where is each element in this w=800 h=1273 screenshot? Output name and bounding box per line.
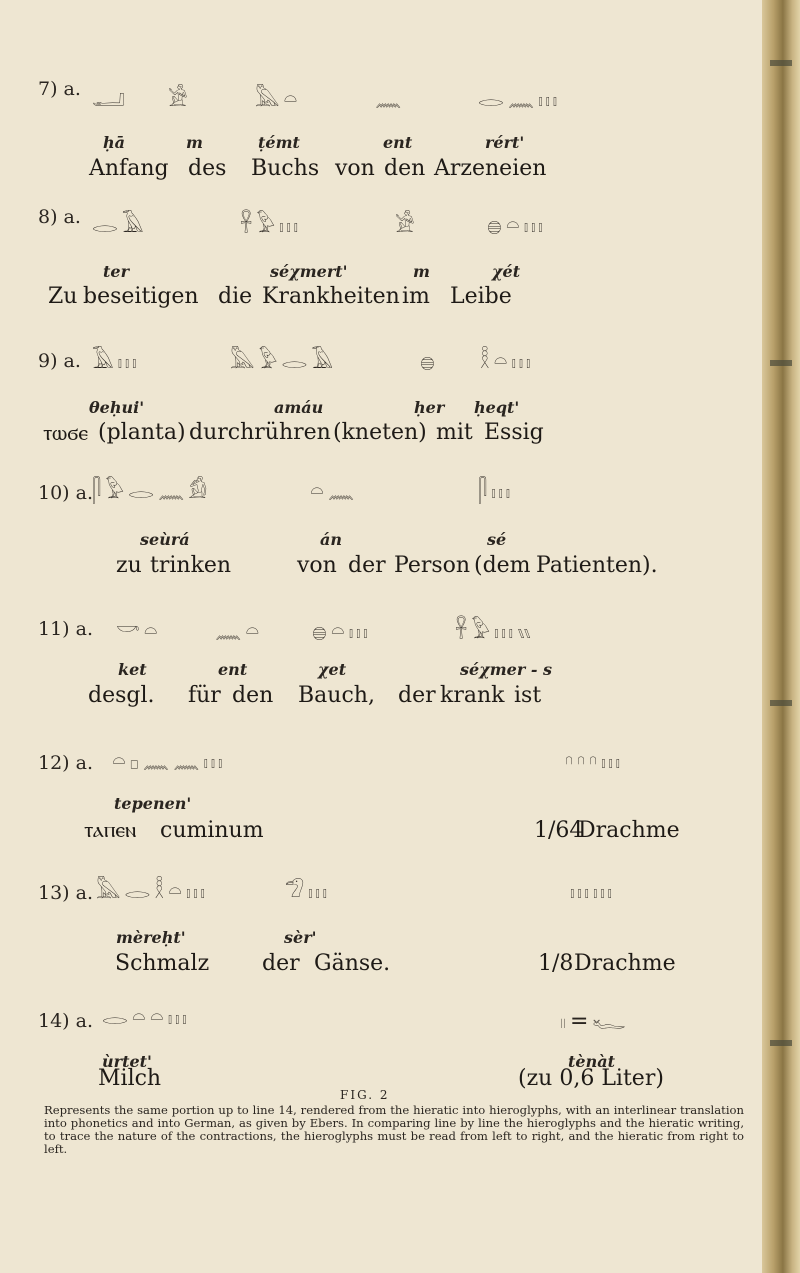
transliteration: ḥā bbox=[103, 133, 125, 152]
german-word: beseitigen bbox=[83, 284, 199, 309]
german-word: ist bbox=[514, 683, 542, 708]
hieroglyph-group: 𓅓𓂋𓎛𓏏𓏥 bbox=[96, 879, 210, 904]
transliteration: sèr' bbox=[284, 928, 317, 947]
hieroglyph-group: 𓎡𓏏 bbox=[116, 619, 162, 644]
entry-number: 7) a. bbox=[38, 78, 81, 100]
transliteration: ḥer bbox=[414, 398, 445, 417]
transliteration: χét bbox=[492, 262, 521, 281]
transliteration: tènàt bbox=[568, 1052, 615, 1071]
figure-label: FIG. 2 bbox=[340, 1088, 390, 1102]
transliteration: seùrá bbox=[140, 530, 190, 549]
hieroglyph-group: 𓋴𓅱𓂋𓈖𓀁 bbox=[92, 479, 212, 504]
hieroglyph-group: 𓋹𓅱𓏥𓏭 bbox=[455, 619, 536, 644]
transliteration: m bbox=[186, 133, 203, 152]
german-word: Schmalz bbox=[115, 951, 210, 976]
entry-number: 14) a. bbox=[38, 1010, 93, 1032]
transliteration: rért' bbox=[485, 133, 525, 152]
book-spine bbox=[762, 0, 800, 1273]
entry-number: 10) a. bbox=[38, 482, 93, 504]
hieroglyph-group: 𓀀 bbox=[168, 87, 192, 112]
hieroglyph-group: 𓐍𓏏𓏥 bbox=[312, 619, 372, 644]
hieroglyph-group: 𓄿𓏥 bbox=[92, 349, 141, 374]
transliteration: ter bbox=[103, 262, 129, 281]
entry-number: 12) a. bbox=[38, 752, 93, 774]
hieroglyph-group: 𓏏𓊪𓈖𓈖𓏥 bbox=[112, 749, 227, 774]
hieroglyph-group: 𓂋𓏏𓏏𓏥 bbox=[102, 1005, 191, 1030]
hieroglyph-group: 𓐍𓏏𓏥 bbox=[487, 213, 547, 238]
german-word: (kneten) bbox=[333, 420, 427, 445]
german-word: Gänse. bbox=[314, 951, 391, 976]
hieroglyph-group: 𓅓𓅱𓂋𓄿 bbox=[230, 349, 338, 374]
german-word: 1/64 bbox=[534, 818, 584, 843]
german-word: Anfang bbox=[89, 156, 169, 181]
entry-number: 9) a. bbox=[38, 350, 81, 372]
transliteration: ent bbox=[383, 133, 413, 152]
german-word: desgl. bbox=[88, 683, 155, 708]
transliteration: ḥeqt' bbox=[474, 398, 520, 417]
german-word: Buchs bbox=[251, 156, 320, 181]
transliteration: m bbox=[413, 262, 430, 281]
german-word: Drachme bbox=[574, 951, 676, 976]
german-word: Zu bbox=[48, 284, 78, 309]
german-word: mit bbox=[436, 420, 473, 445]
transliteration: ùrtet' bbox=[102, 1052, 152, 1071]
german-word: (zu 0,6 Liter) bbox=[518, 1066, 664, 1091]
german-word: im bbox=[402, 284, 430, 309]
german-word: Essig bbox=[484, 420, 544, 445]
german-word: die bbox=[218, 284, 253, 309]
hieroglyph-group: 𓏻=𓆑 bbox=[560, 1009, 630, 1034]
german-word: Milch bbox=[98, 1066, 162, 1091]
transliteration: θeḥui' bbox=[89, 398, 145, 417]
hieroglyph-group: 𓂝 bbox=[92, 87, 130, 112]
hieroglyph-group: 𓏏𓈖 bbox=[310, 479, 359, 504]
german-word: Bauch, bbox=[298, 683, 375, 708]
figure-caption: Represents the same portion up to line 14, rendered from the hieratic into hieroglyphs, with an interlinear translation into phonetics and into German, as given by Ebers. In comparing line by line the hieroglyphs and the hieratic writing, to trace the nature of the contractions, the hieroglyphs must be read from left to right, and the hieratic from right to left. bbox=[44, 1103, 744, 1156]
spine-mark bbox=[770, 700, 792, 706]
german-word: von bbox=[297, 553, 337, 578]
hieroglyph-group: 𓂋𓄿 bbox=[92, 213, 148, 238]
hieroglyph-group: 𓎛𓏏𓏥 bbox=[480, 349, 535, 374]
transliteration: ṭémt bbox=[258, 133, 300, 152]
transliteration: χet bbox=[318, 660, 347, 679]
german-word: durchrühren bbox=[189, 420, 331, 445]
german-word: Drachme bbox=[578, 818, 680, 843]
hieroglyph-group: 𓅓𓏏 bbox=[255, 87, 302, 112]
transliteration: ket bbox=[118, 660, 147, 679]
german-word: (dem bbox=[474, 553, 531, 578]
german-word: Krankheiten bbox=[262, 284, 400, 309]
hieroglyph-group: 𓅿𓏥 bbox=[285, 879, 332, 904]
transliteration: séχmert' bbox=[270, 262, 348, 281]
hieroglyph-group: 𓋴𓏥 bbox=[478, 479, 515, 504]
german-word: der bbox=[348, 553, 386, 578]
hieroglyph-group: 𓂋𓈖𓏥 bbox=[478, 87, 562, 112]
transliteration: sé bbox=[487, 530, 507, 549]
german-word: der bbox=[262, 951, 300, 976]
entry-number: 13) a. bbox=[38, 882, 93, 904]
hieroglyph-group: 𓈖𓏏 bbox=[215, 619, 264, 644]
german-word: der bbox=[398, 683, 436, 708]
german-word: von bbox=[335, 156, 375, 181]
german-word: ⲧⲁⲡⲉⲛ bbox=[84, 818, 137, 843]
hieroglyph-group: 𓈖 bbox=[375, 87, 406, 112]
transliteration: án bbox=[320, 530, 342, 549]
german-word: trinken bbox=[150, 553, 232, 578]
german-word: den bbox=[384, 156, 426, 181]
german-word: für bbox=[188, 683, 221, 708]
german-word: Person bbox=[394, 553, 471, 578]
german-word: zu bbox=[116, 553, 142, 578]
spine-mark bbox=[770, 360, 792, 366]
german-word: Leibe bbox=[450, 284, 512, 309]
hieroglyph-group: 𓎆𓎆𓎆𓏥 bbox=[565, 749, 625, 774]
german-word: 1/8 bbox=[538, 951, 574, 976]
entry-number: 8) a. bbox=[38, 206, 81, 228]
transliteration: amáu bbox=[274, 398, 324, 417]
hieroglyph-group: 𓏥𓏥 bbox=[570, 879, 617, 904]
german-word: Arzeneien bbox=[434, 156, 547, 181]
transliteration: ent bbox=[218, 660, 248, 679]
spine-mark bbox=[770, 60, 792, 66]
german-word: (planta) bbox=[98, 420, 186, 445]
hieroglyph-group: 𓋹𓅱𓏥 bbox=[240, 213, 303, 238]
spine-mark bbox=[770, 1040, 792, 1046]
german-word: Patienten). bbox=[536, 553, 658, 578]
german-word: ⲧⲱϭⲉ bbox=[43, 421, 89, 446]
entry-number: 11) a. bbox=[38, 618, 93, 640]
hieroglyph-group: 𓀀 bbox=[395, 213, 419, 238]
german-word: den bbox=[232, 683, 274, 708]
hieroglyph-group: 𓐍 bbox=[420, 349, 439, 374]
transliteration: mèreḥt' bbox=[116, 928, 186, 947]
german-word: des bbox=[188, 156, 227, 181]
transliteration: tepenen' bbox=[114, 794, 192, 813]
german-word: cuminum bbox=[160, 818, 264, 843]
german-word: krank bbox=[440, 683, 505, 708]
transliteration: séχmer - s bbox=[460, 660, 553, 679]
